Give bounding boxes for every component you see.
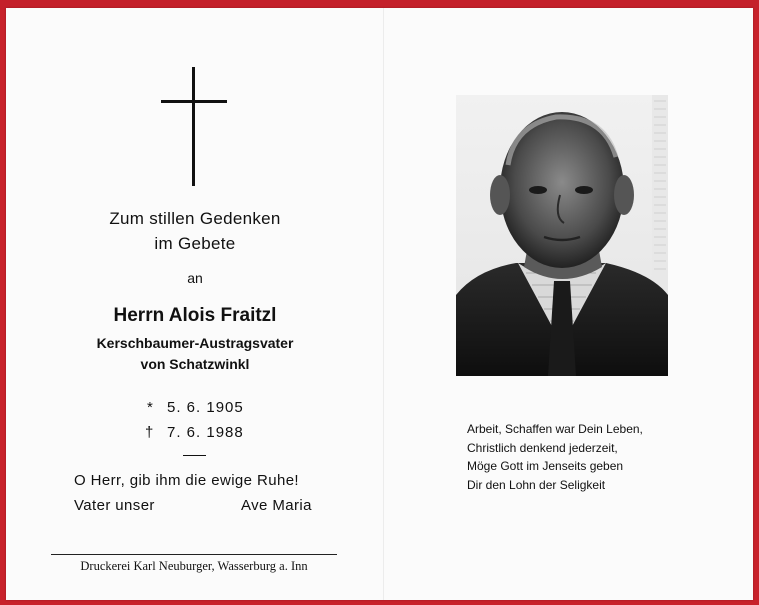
poem-line: Arbeit, Schaffen war Dein Leben, xyxy=(467,422,643,436)
portrait-photo xyxy=(456,95,668,376)
prayer-line: O Herr, gib ihm die ewige Ruhe! xyxy=(74,472,299,489)
prayer-vater-unser: Vater unser xyxy=(74,497,155,514)
deceased-name: Herrn Alois Fraitzl xyxy=(113,305,277,326)
poem-line: Dir den Lohn der Seligkeit xyxy=(467,477,606,492)
printer-credit: Druckerei Karl Neuburger, Wasserburg a. Inn xyxy=(80,559,308,573)
cross-icon-bar xyxy=(161,100,227,103)
title-line-1: Kerschbaumer-Austragsvater xyxy=(96,335,294,351)
separator-dash xyxy=(183,455,206,456)
poem-line: Christlich denkend jederzeit, xyxy=(467,440,618,455)
heading-line-1: Zum stillen Gedenken xyxy=(109,209,281,228)
prayer-ave-maria: Ave Maria xyxy=(241,497,312,514)
birth-date: 5. 6. 1905 xyxy=(167,399,244,416)
heading-line-2: im Gebete xyxy=(154,234,236,253)
card-fold-line xyxy=(383,8,384,600)
poem-line: Möge Gott im Jenseits geben xyxy=(467,459,624,473)
footer-rule xyxy=(51,554,337,555)
poem-verse xyxy=(467,420,643,494)
title-line-2: von Schatzwinkl xyxy=(140,356,250,372)
cross-icon xyxy=(192,67,195,186)
death-symbol: † xyxy=(145,424,155,441)
death-date: 7. 6. 1988 xyxy=(167,424,244,441)
birth-symbol: * xyxy=(147,399,154,416)
preposition: an xyxy=(187,270,203,286)
